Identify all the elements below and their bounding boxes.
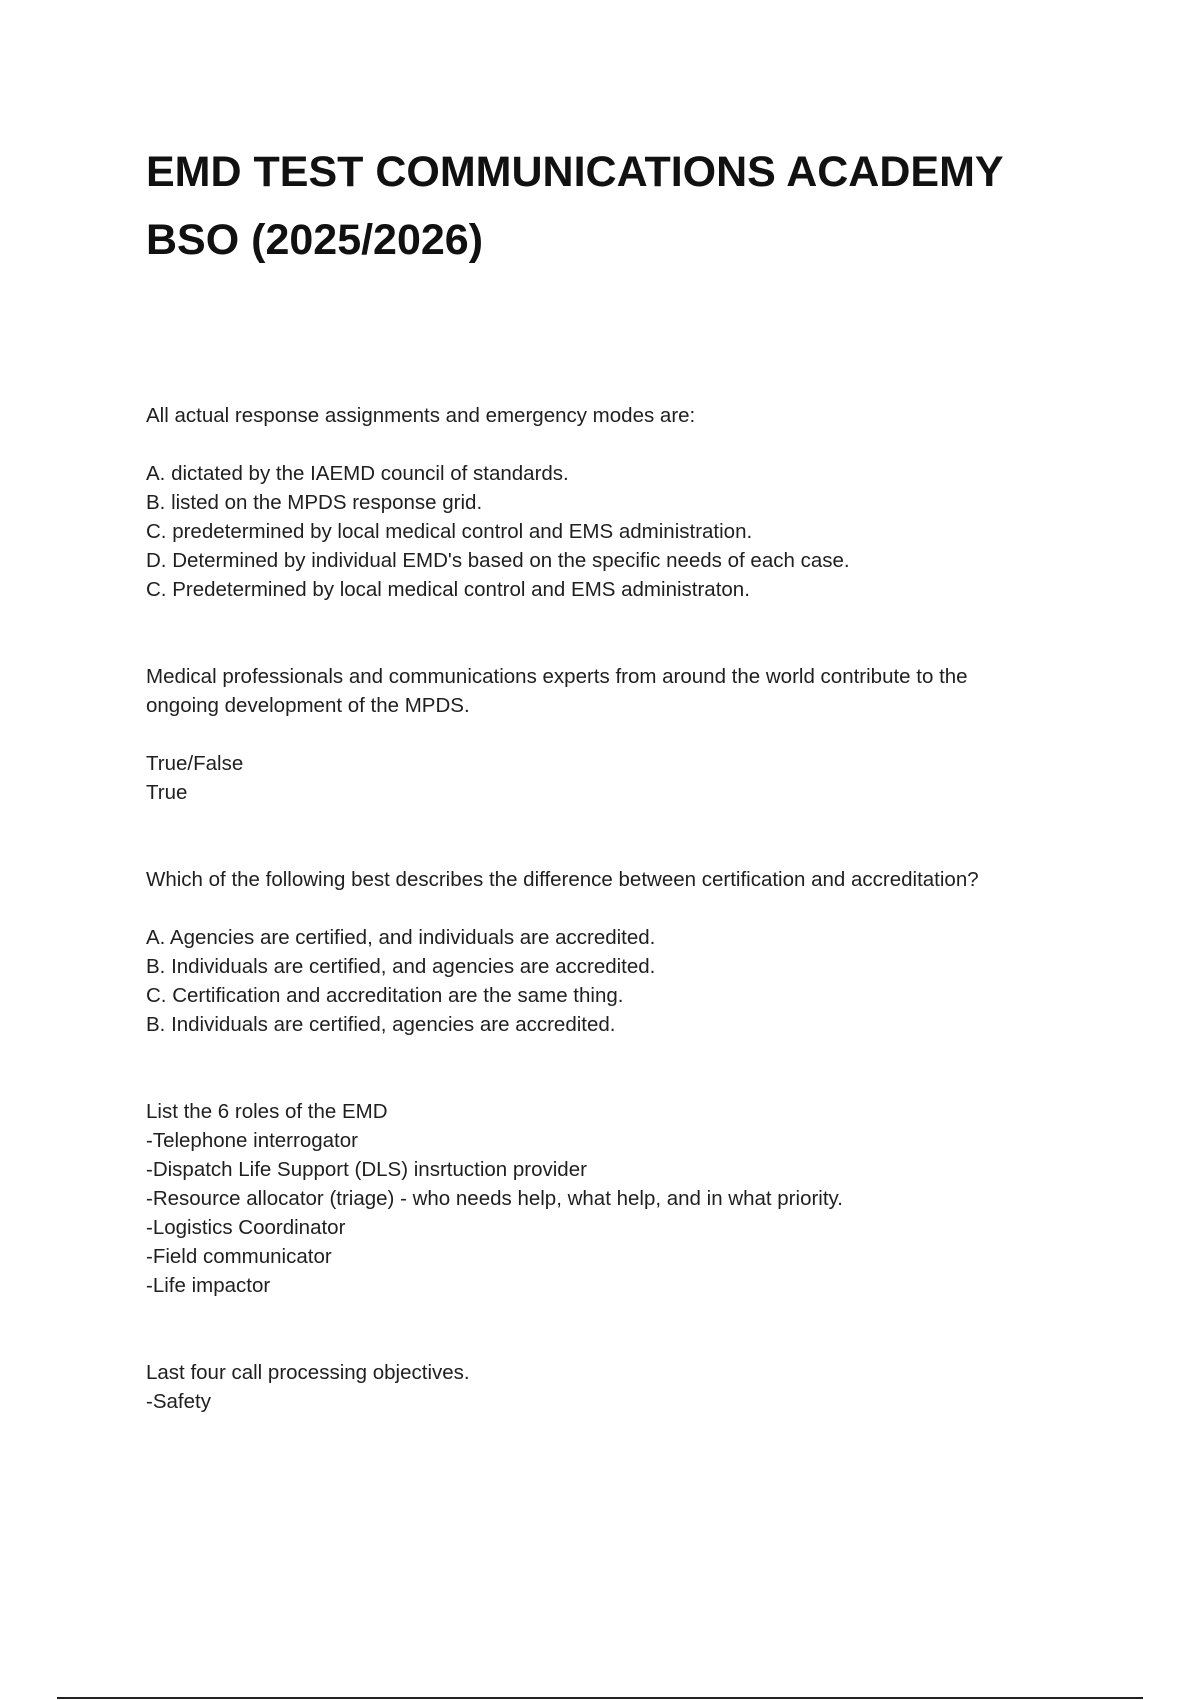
question-4-item-6: -Life impactor <box>146 1274 271 1297</box>
question-2-prompt-line-2: ongoing development of the MPDS. <box>146 694 470 717</box>
question-4-item-5: -Field communicator <box>146 1245 332 1268</box>
question-1-option-a: A. dictated by the IAEMD council of standards. <box>146 462 569 485</box>
question-3-option-c: C. Certification and accreditation are the same thing. <box>146 984 624 1007</box>
question-5-prompt: Last four call processing objectives. <box>146 1361 470 1384</box>
question-5-item-1: -Safety <box>146 1390 211 1413</box>
question-3 <box>146 865 1076 1039</box>
question-3-option-b: B. Individuals are certified, and agencies are accredited. <box>146 955 656 978</box>
question-3-prompt: Which of the following best describes the difference between certification and accreditation? <box>146 868 979 891</box>
question-2-prompt-line-1: Medical professionals and communications experts from around the world contribute to the <box>146 665 968 688</box>
question-2-choices: True/False <box>146 752 244 775</box>
question-5 <box>146 1358 1076 1416</box>
question-4-item-2: -Dispatch Life Support (DLS) insrtuction provider <box>146 1158 587 1181</box>
question-3-option-a: A. Agencies are certified, and individuals are accredited. <box>146 926 656 949</box>
question-2-answer: True <box>146 781 188 804</box>
question-2 <box>146 662 1076 807</box>
question-1-option-b: B. listed on the MPDS response grid. <box>146 491 483 514</box>
title-line-1: EMD TEST COMMUNICATIONS ACADEMY <box>146 148 1004 196</box>
page-footer-rule <box>57 1697 1143 1699</box>
question-4-item-3: -Resource allocator (triage) - who needs help, what help, and in what priority. <box>146 1187 843 1210</box>
question-4-item-1: -Telephone interrogator <box>146 1129 358 1152</box>
document-title <box>146 138 1106 274</box>
question-1-answer: C. Predetermined by local medical control and EMS administraton. <box>146 578 750 601</box>
question-1-option-d: D. Determined by individual EMD's based on the specific needs of each case. <box>146 549 850 572</box>
question-4-prompt: List the 6 roles of the EMD <box>146 1100 388 1123</box>
question-1-option-c: C. predetermined by local medical control and EMS administration. <box>146 520 753 543</box>
question-4 <box>146 1097 1076 1300</box>
question-3-answer: B. Individuals are certified, agencies are accredited. <box>146 1013 616 1036</box>
question-4-item-4: -Logistics Coordinator <box>146 1216 346 1239</box>
question-1-prompt: All actual response assignments and emergency modes are: <box>146 404 696 427</box>
question-1 <box>146 401 1076 604</box>
document-body <box>146 401 1076 1416</box>
title-line-2: BSO (2025/2026) <box>146 216 484 264</box>
